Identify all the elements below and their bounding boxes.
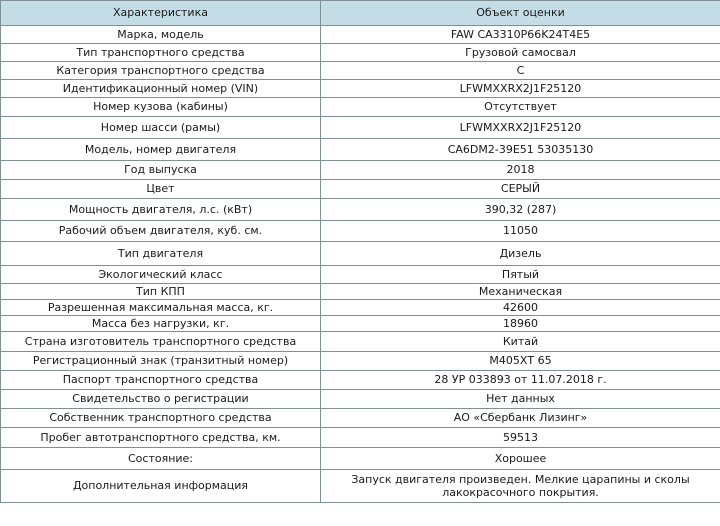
table-row [1,371,720,390]
table-header-row [1,1,720,26]
row-label: Тип транспортного средства [1,44,321,62]
row-value: Нет данных [321,390,720,409]
row-value: 42600 [321,300,720,316]
row-label: Паспорт транспортного средства [1,371,321,390]
table-row [1,470,720,503]
table-row [1,352,720,371]
table-row [1,266,720,284]
row-value: 18960 [321,316,720,332]
row-label: Цвет [1,180,321,199]
row-label: Страна изготовитель транспортного средства [1,332,321,352]
table-row [1,390,720,409]
row-value: СЕРЫЙ [321,180,720,199]
row-label: Состояние: [1,448,321,470]
row-value: 2018 [321,161,720,180]
row-value: LFWMXXRX2J1F25120 [321,80,720,98]
row-value: 11050 [321,221,720,242]
row-value: 28 УР 033893 от 11.07.2018 г. [321,371,720,390]
row-value: CA6DM2-39E51 53035130 [321,139,720,161]
row-label: Мощность двигателя, л.с. (кВт) [1,199,321,221]
table-row [1,62,720,80]
row-label: Тип КПП [1,284,321,300]
table-row [1,221,720,242]
row-label: Рабочий объем двигателя, куб. см. [1,221,321,242]
row-value: Пятый [321,266,720,284]
table-row [1,26,720,44]
row-label: Собственник транспортного средства [1,409,321,428]
table-row [1,199,720,221]
row-value: Китай [321,332,720,352]
row-value: Запуск двигателя произведен. Мелкие царапины и сколы лакокрасочного покрытия. [321,470,720,503]
row-value: Отсутствует [321,98,720,117]
table-row [1,139,720,161]
row-label: Номер кузова (кабины) [1,98,321,117]
row-label: Год выпуска [1,161,321,180]
row-label: Пробег автотранспортного средства, км. [1,428,321,448]
table-row [1,448,720,470]
row-value: АО «Сбербанк Лизинг» [321,409,720,428]
table-row [1,409,720,428]
table-row [1,284,720,300]
header-valuation-object: Объект оценки [321,1,720,26]
row-label: Экологический класс [1,266,321,284]
row-label: Дополнительная информация [1,470,321,503]
row-label: Модель, номер двигателя [1,139,321,161]
row-value: LFWMXXRX2J1F25120 [321,117,720,139]
table-row [1,180,720,199]
table-row [1,332,720,352]
table-row [1,428,720,448]
table-row [1,80,720,98]
table-row [1,117,720,139]
header-characteristic: Характеристика [1,1,321,26]
row-label: Марка, модель [1,26,321,44]
table-row [1,242,720,266]
table-row [1,316,720,332]
row-value: С [321,62,720,80]
row-label: Масса без нагрузки, кг. [1,316,321,332]
row-value: М405ХТ 65 [321,352,720,371]
row-value: FAW CA3310P66K24T4E5 [321,26,720,44]
row-label: Свидетельство о регистрации [1,390,321,409]
row-value: Хорошее [321,448,720,470]
row-label: Регистрационный знак (транзитный номер) [1,352,321,371]
table-row [1,161,720,180]
row-label: Номер шасси (рамы) [1,117,321,139]
table-row [1,300,720,316]
table-row [1,98,720,117]
row-value: 390,32 (287) [321,199,720,221]
row-value: Дизель [321,242,720,266]
table-row [1,44,720,62]
row-label: Идентификационный номер (VIN) [1,80,321,98]
row-label: Разрешенная максимальная масса, кг. [1,300,321,316]
row-label: Тип двигателя [1,242,321,266]
row-label: Категория транспортного средства [1,62,321,80]
row-value: Механическая [321,284,720,300]
row-value: 59513 [321,428,720,448]
row-value: Грузовой самосвал [321,44,720,62]
